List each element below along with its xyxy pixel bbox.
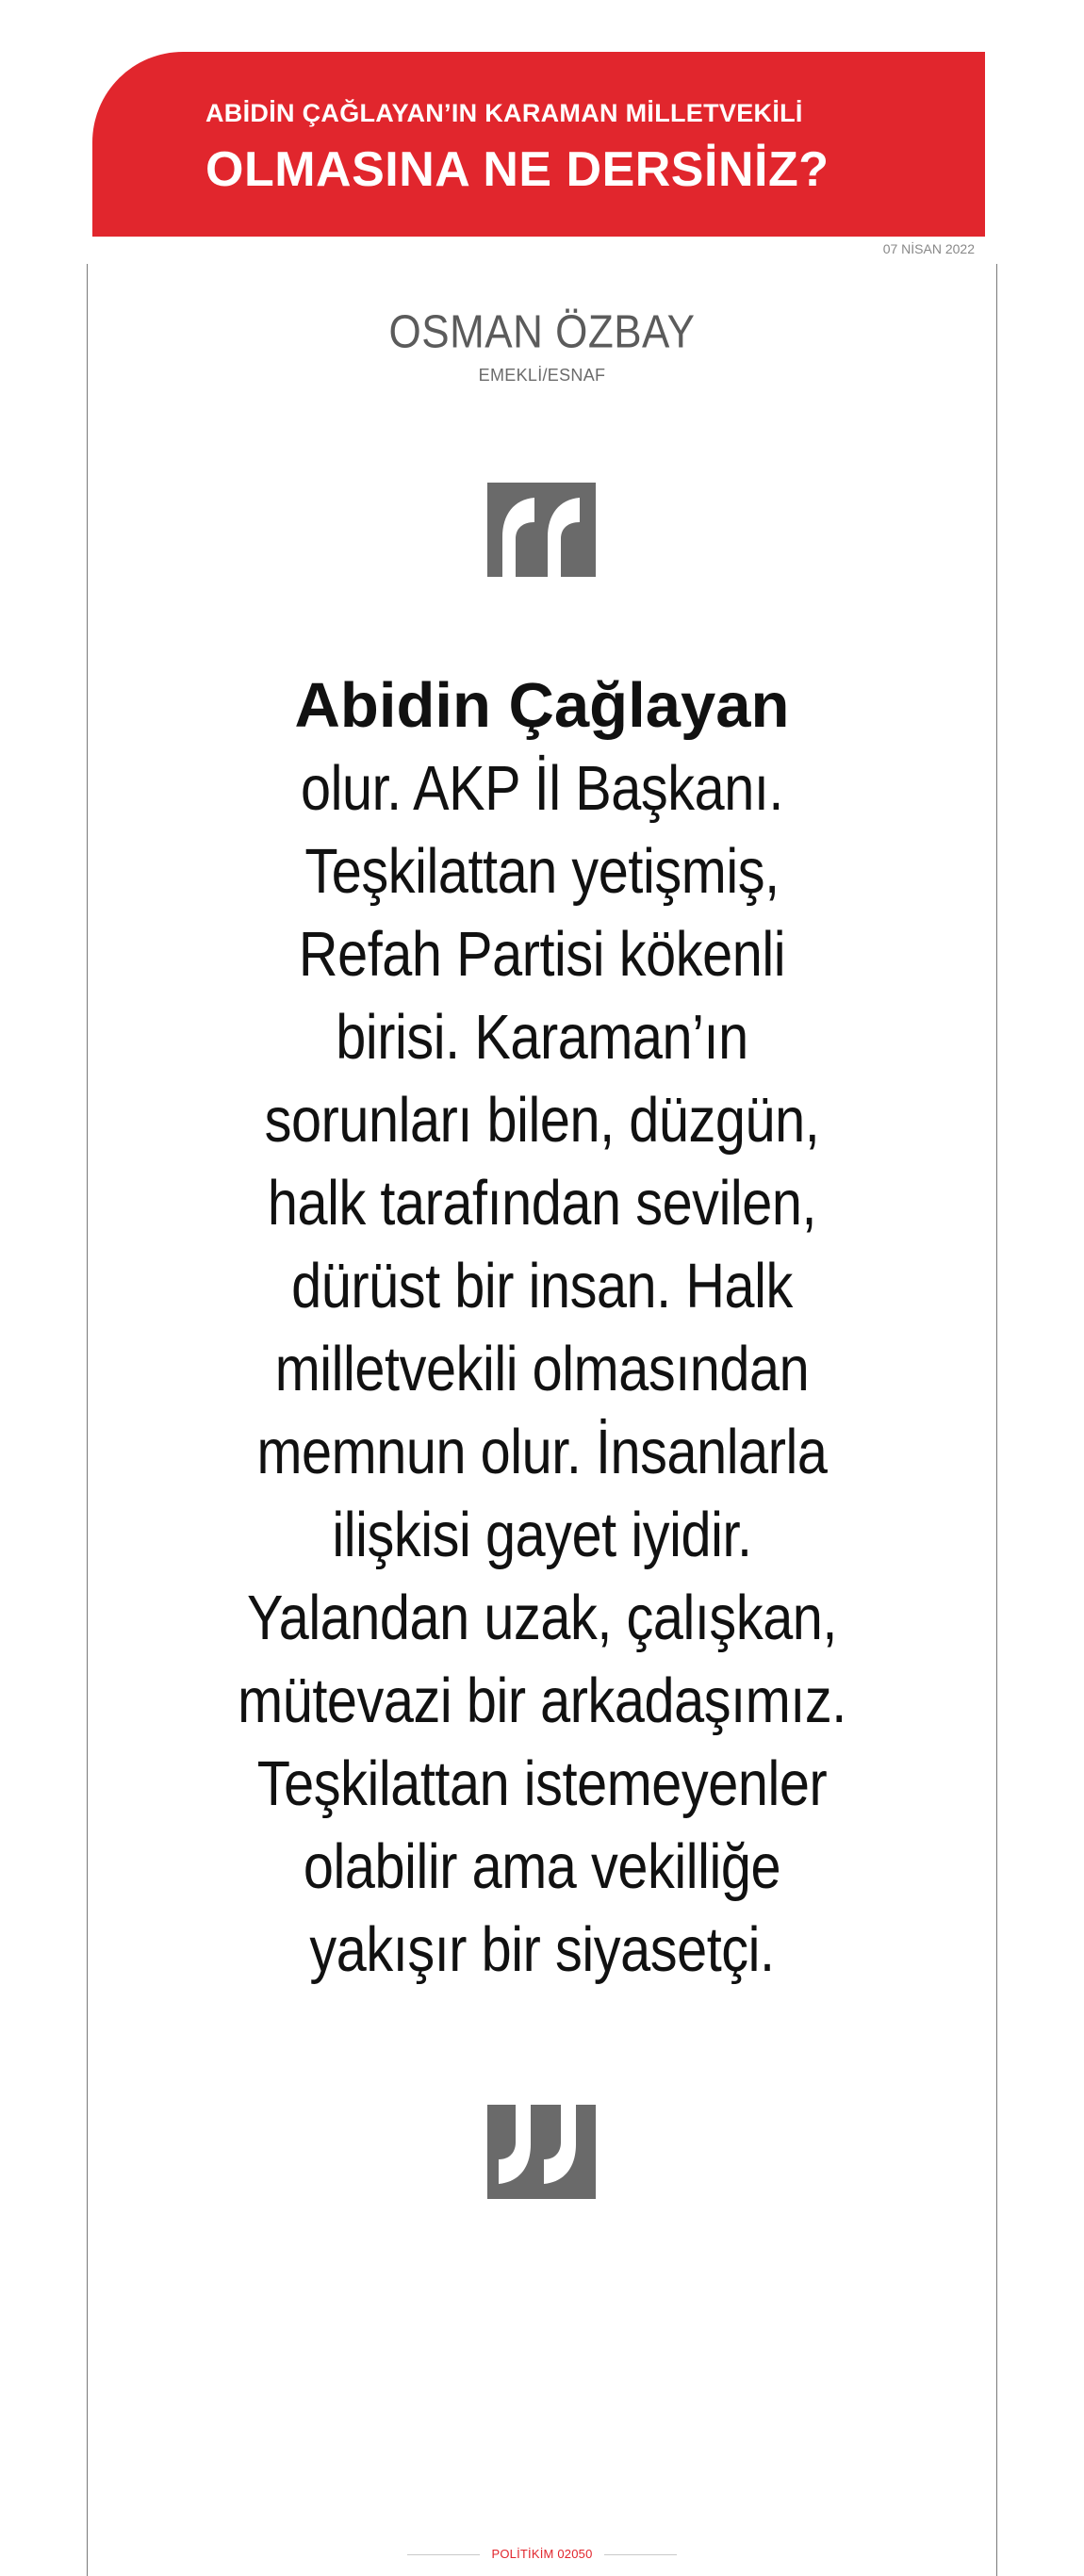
quote-line: birisi. Karaman’ın bbox=[336, 1002, 748, 1073]
quote-line: halk tarafından sevilen, bbox=[267, 1168, 817, 1239]
frame-left-rule bbox=[87, 264, 88, 2576]
close-quote-icon bbox=[487, 2105, 596, 2199]
quote-line: dürüst bir insan. Halk bbox=[291, 1251, 793, 1321]
footer-label: POLİTİKİM 02050 bbox=[491, 2547, 593, 2561]
publish-date: 07 NİSAN 2022 bbox=[882, 241, 975, 256]
header-banner bbox=[92, 52, 985, 237]
quote-line: mütevazi bir arkadaşımız. bbox=[238, 1665, 846, 1736]
quote-body bbox=[198, 747, 887, 1992]
quote-line: ilişkisi gayet iyidir. bbox=[332, 1500, 752, 1570]
quote-line: memnun olur. İnsanlarla bbox=[256, 1417, 828, 1487]
headline-title: OLMASINA NE DERSİNİZ? bbox=[205, 142, 829, 197]
quote-line: Teşkilattan yetişmiş, bbox=[304, 836, 780, 907]
quote-line: Teşkilattan istemeyenler bbox=[256, 1748, 828, 1819]
footer-rule-right bbox=[604, 2554, 677, 2555]
author-role: EMEKLİ/ESNAF bbox=[478, 366, 606, 385]
quote-line: olabilir ama vekilliğe bbox=[303, 1831, 781, 1902]
frame-right-rule bbox=[996, 264, 997, 2576]
quote-block bbox=[141, 665, 943, 1992]
quote-line: Refah Partisi kökenli bbox=[298, 919, 786, 990]
quote-line: sorunları bilen, düzgün, bbox=[264, 1085, 820, 1156]
open-quote-icon bbox=[487, 483, 596, 577]
headline-kicker: ABİDİN ÇAĞLAYAN’IN KARAMAN MİLLETVEKİLİ bbox=[205, 99, 803, 127]
quote-line: milletvekili olmasından bbox=[274, 1334, 810, 1404]
quote-line: olur. AKP İl Başkanı. bbox=[300, 753, 783, 824]
quote-line: Yalandan uzak, çalışkan, bbox=[246, 1583, 838, 1653]
quote-subject-name: Abidin Çağlayan bbox=[294, 670, 790, 741]
quote-line: yakışır bir siyasetçi. bbox=[309, 1914, 775, 1985]
author-name: OSMAN ÖZBAY bbox=[388, 306, 696, 358]
